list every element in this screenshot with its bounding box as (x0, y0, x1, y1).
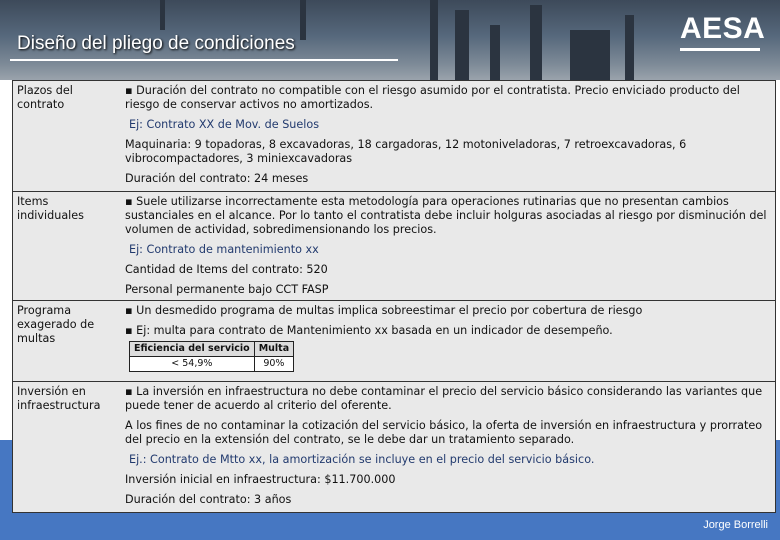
conditions-table (12, 80, 776, 513)
row-content (121, 81, 775, 191)
table-row (13, 191, 775, 300)
row-content (121, 301, 775, 381)
example-text: Ej: Contrato de mantenimiento xx (129, 243, 319, 256)
row-content (121, 382, 775, 512)
detail-text: Cantidad de Items del contrato: 520 (125, 263, 328, 276)
penalty-table (129, 341, 294, 372)
row-content (121, 192, 775, 300)
bullet-text: ▪ Ej: multa para contrato de Mantenimiento xx basada en un indicador de desempeño. (125, 324, 613, 337)
bullet-text: ▪ Suele utilizarse incorrectamente esta metodología para operaciones rutinarias que no presentan cambios sustanciales en el alcance. Por lo tanto el contratista debe incluir holguras asociadas al riesgo por disminución del volumen de actividad, sobredimensionando los precios. (125, 195, 767, 236)
row-label: Items individuales (17, 195, 85, 222)
table-row (13, 81, 775, 191)
logo-underline (680, 48, 760, 51)
refinery-tower (490, 25, 500, 80)
logo-text: AESA (680, 12, 766, 45)
aesa-logo (680, 12, 766, 64)
row-label: Programa exagerado de multas (17, 304, 95, 345)
page-title: Diseño del pliego de condiciones (17, 33, 295, 54)
refinery-tower (160, 0, 165, 30)
penalty-value: < 54,9% (130, 357, 255, 372)
detail-text: Inversión inicial en infraestructura: $11.700.000 (125, 473, 396, 486)
refinery-tower (430, 0, 438, 80)
detail-text: Maquinaria: 9 topadoras, 8 excavadoras, 18 cargadoras, 12 motoniveladoras, 7 retroexcavadoras, 6 vibrocompactadores, 3 miniexcavadoras (125, 138, 687, 165)
detail-text: Duración del contrato: 3 años (125, 493, 292, 506)
example-text: Ej.: Contrato de Mtto xx, la amortización se incluye en el precio del servicio básico. (129, 453, 595, 466)
refinery-tower (455, 10, 469, 80)
refinery-tower (625, 15, 634, 80)
author-credit: Jorge Borrelli (703, 519, 768, 531)
header-banner (0, 0, 780, 80)
row-label: Inversión en infraestructura (17, 385, 101, 412)
penalty-header: Multa (254, 342, 293, 357)
detail-text: Duración del contrato: 24 meses (125, 172, 309, 185)
row-label: Plazos del contrato (17, 84, 73, 111)
bullet-text: ▪ Un desmedido programa de multas implica sobreestimar el precio por cobertura de riesgo (125, 304, 643, 317)
table-row (13, 381, 775, 512)
example-text: Ej: Contrato XX de Mov. de Suelos (129, 118, 320, 131)
refinery-tank (570, 30, 610, 80)
table-row (13, 300, 775, 381)
detail-text: A los fines de no contaminar la cotización del servicio básico, la oferta de inversión en infraestructura y prorrateo del precio en la extensión del contrato, se le debe dar un tratamiento separado. (125, 419, 763, 446)
refinery-tower (530, 5, 542, 80)
penalty-header: Eficiencia del servicio (130, 342, 255, 357)
title-underline (10, 59, 398, 61)
penalty-value: 90% (254, 357, 293, 372)
refinery-tower (300, 0, 306, 40)
bullet-text: ▪ La inversión en infraestructura no debe contaminar el precio del servicio básico considerando las variantes que puede tener de acuerdo al criterio del oferente. (125, 385, 763, 412)
bullet-text: ▪ Duración del contrato no compatible con el riesgo asumido por el contratista. Precio enviciado producto del riesgo de conservar activos no amortizados. (125, 84, 740, 111)
detail-text: Personal permanente bajo CCT FASP (125, 283, 329, 296)
